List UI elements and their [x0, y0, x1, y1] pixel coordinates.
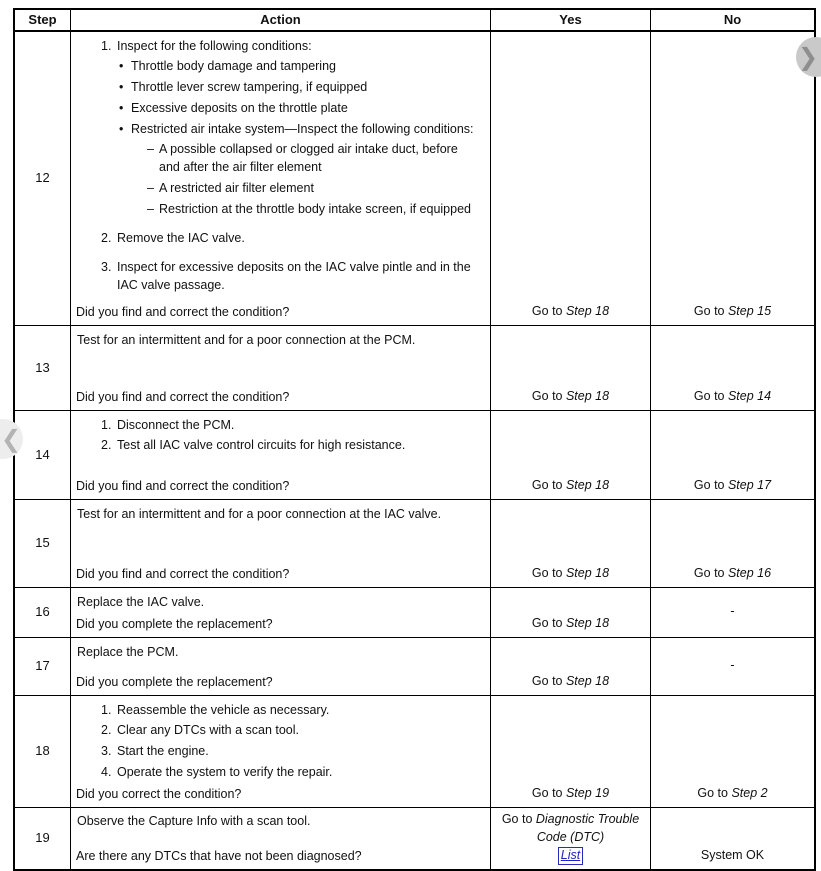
- goto-text: [694, 565, 771, 583]
- step-number: 14: [15, 411, 71, 499]
- action-line: [76, 506, 482, 524]
- action-cell: [71, 32, 491, 325]
- goto-prefix: Go to: [697, 786, 732, 800]
- dash-marker: –: [147, 201, 154, 216]
- goto-step: Step 2: [731, 786, 768, 800]
- step-number: 13: [15, 326, 71, 410]
- col-header-step: Step: [15, 10, 71, 30]
- chevron-left-icon: ❮: [0, 425, 22, 453]
- action-text: Remove the IAC valve.: [117, 230, 245, 245]
- action-line: [76, 722, 482, 740]
- action-text: Inspect for excessive deposits on the IAC valve pintle and in the IAC valve passage.: [117, 260, 471, 292]
- list-marker: 3.: [101, 744, 112, 758]
- goto-text: [532, 785, 609, 803]
- not-applicable-dash: -: [730, 658, 735, 673]
- question-text: Did you complete the replacement?: [76, 675, 273, 690]
- action-text: Operate the system to verify the repair.: [117, 764, 333, 779]
- question-text: Did you complete the replacement?: [76, 617, 273, 632]
- action-text: A possible collapsed or clogged air intake duct, before and after the air filter element: [159, 142, 458, 174]
- action-text: Test for an intermittent and for a poor connection at the IAC valve.: [77, 506, 442, 521]
- dash-marker: –: [147, 180, 154, 195]
- action-cell: [71, 638, 491, 695]
- no-cell: [651, 638, 814, 695]
- goto-text: [532, 388, 609, 406]
- question-text: Did you find and correct the condition?: [76, 479, 290, 494]
- goto-text: [532, 477, 609, 495]
- no-cell: [651, 500, 814, 587]
- action-line: [76, 743, 482, 761]
- bullet-marker: •: [119, 59, 124, 74]
- table-row-step-13: [15, 326, 814, 411]
- action-line: [76, 230, 482, 248]
- goto-step: Step 19: [565, 786, 610, 800]
- goto-prefix: Go to: [693, 389, 728, 404]
- action-text: Replace the PCM.: [77, 644, 179, 659]
- action-cell: [71, 326, 491, 410]
- action-text: Clear any DTCs with a scan tool.: [117, 723, 300, 738]
- yes-cell: [491, 638, 651, 695]
- goto-prefix: Go to: [693, 566, 728, 581]
- list-marker: 2.: [101, 230, 112, 245]
- table-row-step-18: [15, 696, 814, 808]
- table-row-step-14: [15, 411, 814, 500]
- list-marker: 3.: [101, 260, 112, 274]
- goto-prefix: Go to: [501, 811, 536, 826]
- goto-prefix: Go to: [531, 674, 566, 689]
- not-applicable-dash: -: [730, 604, 735, 619]
- scroll-right-button[interactable]: [796, 37, 821, 77]
- question-text: Did you find and correct the condition?: [76, 390, 290, 405]
- goto-step: Step 17: [727, 478, 772, 493]
- yes-cell: [491, 411, 651, 499]
- dtc-list-link-line: [558, 847, 583, 865]
- step-number: 15: [15, 500, 71, 587]
- yes-cell: [491, 326, 651, 410]
- action-line: [76, 180, 482, 198]
- goto-text: [532, 565, 609, 583]
- action-text: Test all IAC valve control circuits for high resistance.: [117, 438, 406, 453]
- table-row-step-19: [15, 808, 814, 869]
- action-text: Restricted air intake system—Inspect the following conditions:: [131, 121, 474, 136]
- goto-text: [694, 388, 771, 406]
- no-cell: [651, 411, 814, 499]
- table-row-step-16: [15, 588, 814, 638]
- step-number: 18: [15, 696, 71, 807]
- action-line: [76, 79, 482, 97]
- step-number: 12: [15, 32, 71, 325]
- scroll-left-button[interactable]: [0, 419, 23, 459]
- no-cell: [651, 326, 814, 410]
- action-cell: [71, 588, 491, 637]
- action-line: [76, 100, 482, 118]
- action-line: [76, 259, 482, 295]
- action-line: [76, 58, 482, 76]
- question-text: Are there any DTCs that have not been diagnosed?: [76, 849, 362, 864]
- action-line: [76, 437, 482, 455]
- chevron-right-icon: ❯: [797, 43, 819, 71]
- goto-step: Step 18: [565, 389, 610, 404]
- goto-step: Step 18: [565, 478, 610, 493]
- list-marker: 2.: [101, 723, 112, 738]
- goto-step: Step 18: [565, 566, 610, 581]
- action-line: [76, 702, 482, 720]
- goto-text: [532, 673, 609, 691]
- goto-step: Step 16: [727, 566, 772, 581]
- action-line: [76, 594, 482, 612]
- table-row-step-12: [15, 32, 814, 326]
- no-cell: [651, 696, 814, 807]
- col-header-yes: Yes: [491, 10, 651, 30]
- goto-step: Step 18: [565, 616, 610, 631]
- goto-step: Step 14: [727, 389, 772, 404]
- action-line: [76, 121, 482, 139]
- action-text: Test for an intermittent and for a poor connection at the PCM.: [77, 332, 416, 347]
- action-cell: [71, 808, 491, 869]
- action-text: Excessive deposits on the throttle plate: [131, 100, 348, 115]
- goto-text: [497, 811, 644, 847]
- action-cell: [71, 411, 491, 499]
- bullet-marker: •: [119, 80, 124, 94]
- yes-cell: [491, 696, 651, 807]
- system-ok-text: System OK: [700, 848, 765, 863]
- list-marker: 1.: [101, 702, 112, 717]
- question-text: Did you find and correct the condition?: [76, 305, 290, 320]
- yes-cell: [491, 808, 651, 869]
- goto-target: Diagnostic Trouble Code (DTC): [535, 811, 640, 844]
- goto-text: [694, 303, 771, 321]
- table-header-row: [15, 10, 814, 32]
- goto-prefix: Go to: [693, 304, 728, 319]
- list-marker: 2.: [101, 438, 112, 453]
- goto-prefix: Go to: [531, 616, 566, 631]
- table-row-step-17: [15, 638, 814, 696]
- step-number: 19: [15, 808, 71, 869]
- action-text: Disconnect the PCM.: [117, 417, 235, 432]
- action-cell: [71, 696, 491, 807]
- dtc-list-link[interactable]: List: [558, 847, 583, 865]
- action-text: Replace the IAC valve.: [77, 594, 205, 609]
- action-text: Reassemble the vehicle as necessary.: [117, 702, 330, 717]
- goto-step: Step 18: [565, 674, 610, 689]
- goto-step: Step 15: [727, 304, 772, 319]
- table-row-step-15: [15, 500, 814, 588]
- action-line: [76, 644, 482, 662]
- action-text: Restriction at the throttle body intake screen, if equipped: [159, 201, 471, 216]
- step-number: 17: [15, 638, 71, 695]
- goto-prefix: Go to: [693, 478, 728, 493]
- action-line: [76, 141, 482, 177]
- no-cell: [651, 808, 814, 869]
- action-line: [76, 332, 482, 350]
- action-text: Throttle lever screw tampering, if equipped: [131, 80, 368, 94]
- yes-cell: [491, 588, 651, 637]
- bullet-marker: •: [119, 100, 124, 115]
- diagnostic-table: [13, 8, 819, 871]
- col-header-no: No: [723, 12, 742, 27]
- goto-prefix: Go to: [531, 304, 566, 319]
- question-text: Did you find and correct the condition?: [76, 567, 290, 582]
- action-text: Throttle body damage and tampering: [131, 59, 336, 74]
- action-line: [76, 38, 482, 56]
- yes-cell: [491, 500, 651, 587]
- action-line: [76, 764, 482, 782]
- no-cell: [651, 588, 814, 637]
- action-cell: [71, 500, 491, 587]
- goto-text: [532, 615, 609, 633]
- goto-step: Step 18: [565, 304, 610, 319]
- col-header-action: Action: [71, 10, 491, 30]
- goto-prefix: Go to: [531, 566, 566, 581]
- action-text: Observe the Capture Info with a scan tool.: [77, 814, 311, 829]
- action-text: A restricted air filter element: [159, 180, 314, 195]
- goto-prefix: Go to: [531, 389, 566, 404]
- action-line: [76, 201, 482, 219]
- action-line: [76, 813, 482, 831]
- goto-text: [694, 477, 771, 495]
- yes-cell: [491, 32, 651, 325]
- dash-marker: –: [147, 142, 154, 157]
- list-marker: 1.: [101, 417, 112, 432]
- bullet-marker: •: [119, 121, 124, 136]
- goto-text: [697, 785, 767, 803]
- list-marker: 1.: [101, 38, 112, 53]
- action-text: Start the engine.: [117, 744, 209, 758]
- goto-text: [532, 303, 609, 321]
- goto-prefix: Go to: [531, 786, 566, 800]
- step-number: 16: [15, 588, 71, 637]
- goto-prefix: Go to: [531, 478, 566, 493]
- action-text: Inspect for the following conditions:: [117, 38, 312, 53]
- no-cell: [651, 32, 814, 325]
- list-marker: 4.: [101, 764, 112, 779]
- question-text: Did you correct the condition?: [76, 787, 242, 801]
- action-line: [76, 417, 482, 435]
